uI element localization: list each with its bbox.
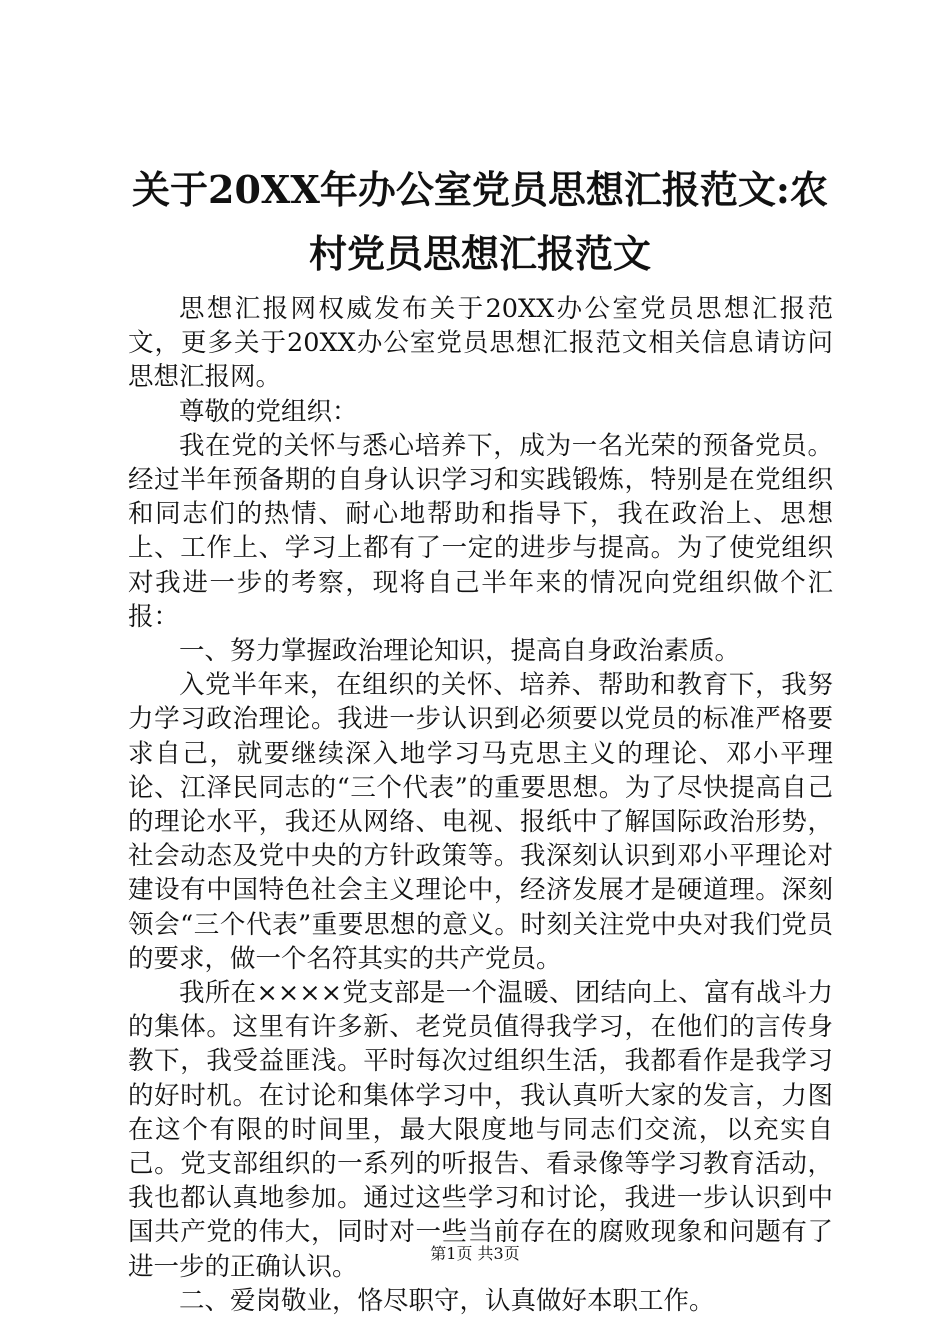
paragraph-theory-study: 入党半年来，在组织的关怀、培养、帮助和教育下，我努力学习政治理论。我进一步认识到必须要以党员的标准严格要求自己，就要继续深入地学习马克思主义的理论、邓小平理论、江泽民同志的“三个代表”的重要思想。为了尽快提高自己的理论水平，我还从网络、电视、报纸中了解国际政治形势，社会动态及党中央的方针政策等。我深刻认识到邓小平理论对建设有中国特色社会主义理论中，经济发展才是硬道理。深刻领会“三个代表”重要思想的意义。时刻关注党中央对我们党员的要求，做一个名符其实的共产党员。 bbox=[128, 670, 833, 974]
document-body bbox=[128, 292, 833, 1318]
paragraph-party-branch: 我所在××××党支部是一个温暖、团结向上、富有战斗力的集体。这里有许多新、老党员值得我学习，在他们的言传身教下，我受益匪浅。平时每次过组织生活，我都看作是我学习的好时机。在讨论和集体学习中，我认真听大家的发言，力图在这个有限的时间里，最大限度地与同志们交流，以充实自己。党支部组织的一系列的听报告、看录像等学习教育活动，我也都认真地参加。通过这些学习和讨论，我进一步认识到中国共产党的伟大，同时对一些当前存在的腐败现象和问题有了进一步的正确认识。 bbox=[128, 978, 833, 1282]
paragraph-opening: 我在党的关怀与悉心培养下，成为一名光荣的预备党员。经过半年预备期的自身认识学习和实践锻炼，特别是在党组织和同志们的热情、耐心地帮助和指导下，我在政治上、思想上、工作上、学习上都有了一定的进步与提高。为了使党组织对我进一步的考察，现将自己半年来的情况向党组织做个汇报： bbox=[128, 430, 833, 632]
paragraph-salutation: 尊敬的党组织： bbox=[179, 396, 358, 427]
paragraph-intro: 思想汇报网权威发布关于20XX办公室党员思想汇报范文，更多关于20XX办公室党员思想汇报范文相关信息请访问思想汇报网。 bbox=[128, 294, 833, 393]
section-heading-2: 二、爱岗敬业，恪尽职守，认真做好本职工作。 bbox=[179, 1285, 715, 1316]
document-title: 关于20XX年办公室党员思想汇报范文:农村党员思想汇报范文 bbox=[132, 167, 828, 276]
page-footer: 第1页 共3页 bbox=[430, 1244, 520, 1263]
section-heading-1: 一、努力掌握政治理论知识，提高自身政治素质。 bbox=[179, 636, 741, 667]
